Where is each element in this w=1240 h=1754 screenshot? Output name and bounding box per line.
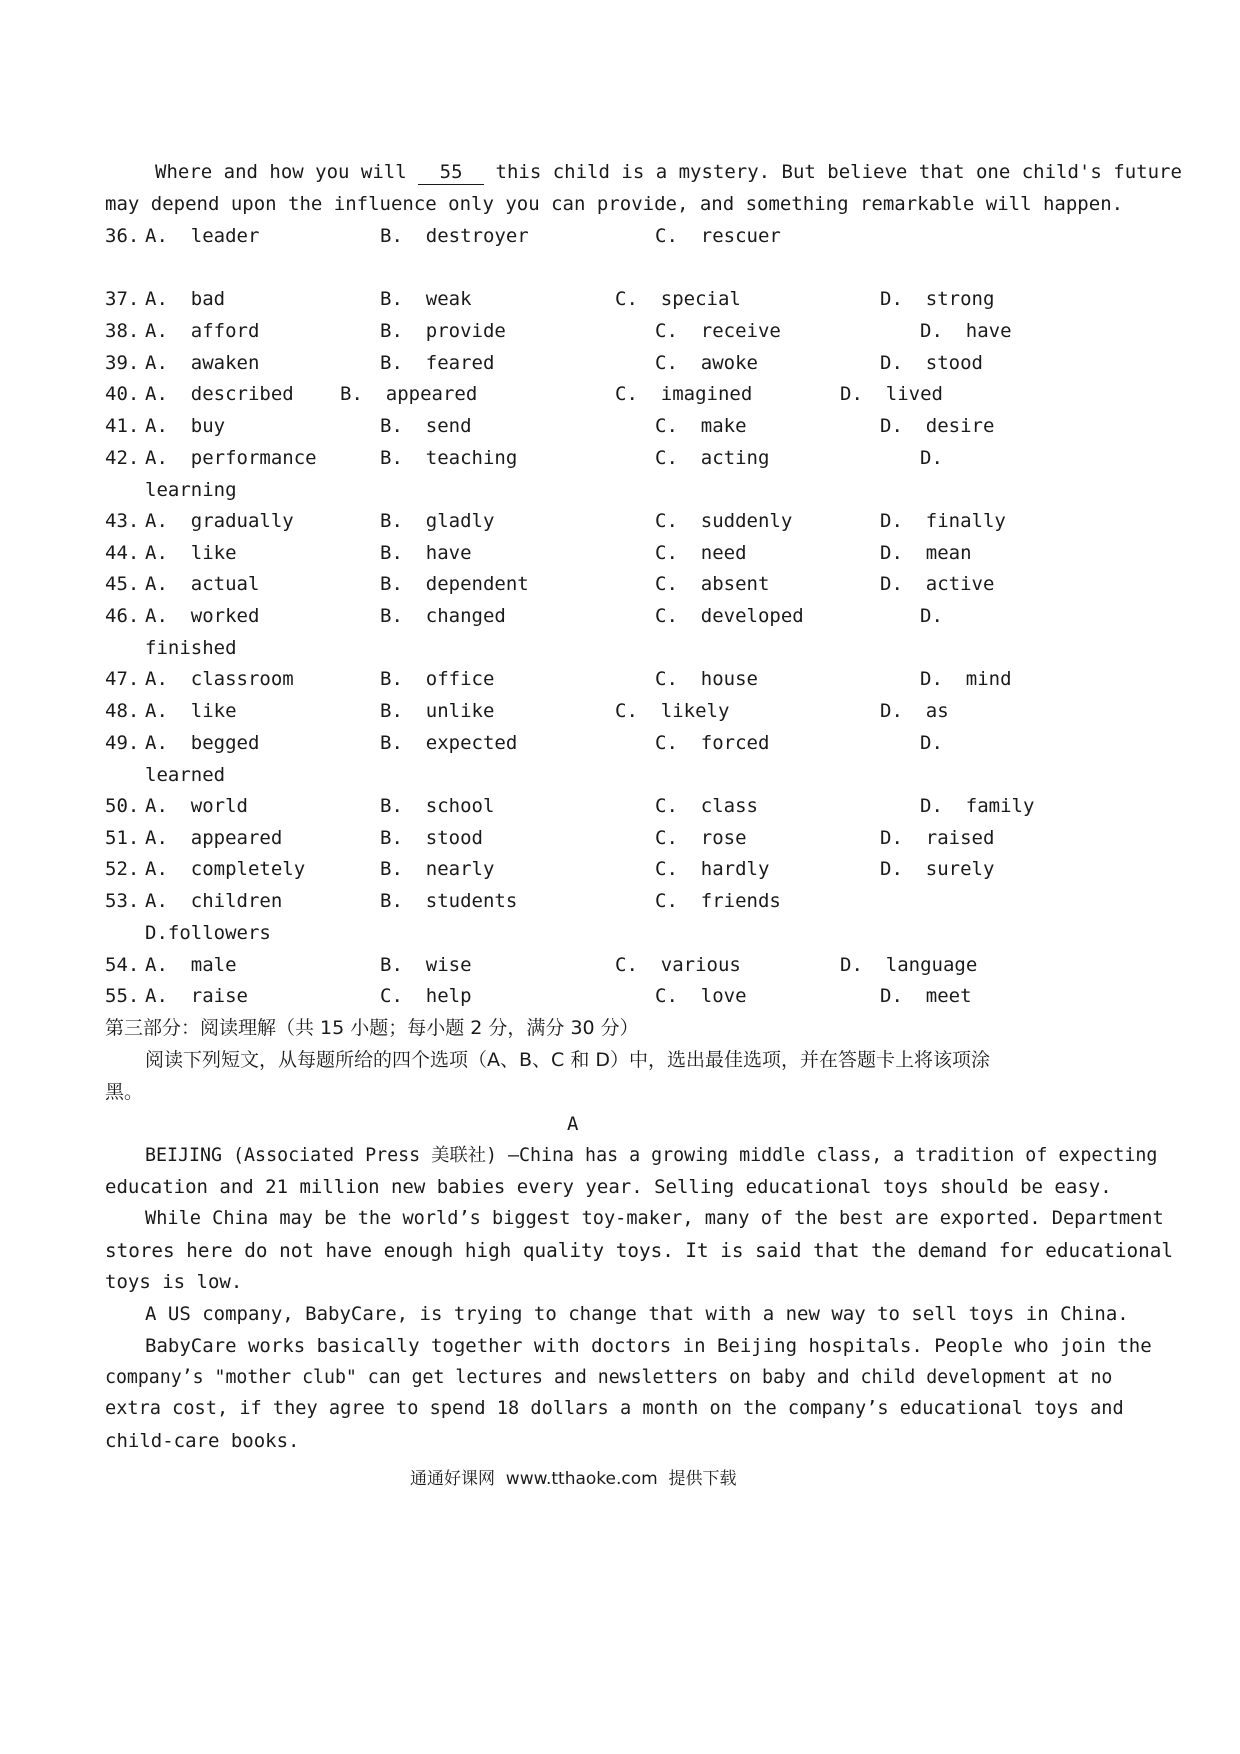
page-footer: 通通好课网 www.tthaoke.com 提供下载	[410, 1469, 737, 1489]
option-d: D. meet	[880, 985, 972, 1007]
option-c: C. love	[655, 985, 747, 1007]
option-a: A. gradually	[145, 510, 294, 532]
option-c: C. awoke	[655, 352, 758, 374]
option-d: D. as	[880, 700, 949, 722]
option-b: B. expected	[380, 732, 518, 754]
option-b: B. nearly	[380, 858, 495, 880]
question-number: 44.	[105, 542, 140, 564]
question-number: 37.	[105, 288, 140, 310]
option-wrap: learned	[145, 764, 226, 786]
option-b: B. changed	[380, 605, 506, 627]
option-b: B. school	[380, 795, 495, 817]
option-b: B. teaching	[380, 447, 518, 469]
option-a: A. buy	[145, 415, 226, 437]
question-number: 42.	[105, 447, 140, 469]
passage-text: Where and how you will	[155, 161, 419, 183]
option-wrap: finished	[145, 637, 237, 659]
question-number: 41.	[105, 415, 140, 437]
option-d: D. language	[840, 954, 978, 976]
article-line: child-care books.	[105, 1430, 300, 1452]
option-c: C. absent	[655, 573, 770, 595]
option-c: C. make	[655, 415, 747, 437]
option-c: C. class	[655, 795, 758, 817]
option-d: D. surely	[880, 858, 995, 880]
option-c: C. house	[655, 668, 758, 690]
question-number: 39.	[105, 352, 140, 374]
option-a: A. like	[145, 700, 237, 722]
option-c: C. receive	[655, 320, 781, 342]
passage-line-1	[155, 160, 1182, 185]
option-wrap: D.followers	[145, 922, 271, 944]
option-b: C. help	[380, 985, 472, 1007]
option-a: A. male	[145, 954, 237, 976]
option-b: B. wise	[380, 954, 472, 976]
option-c: C. hardly	[655, 858, 770, 880]
option-d: D. have	[920, 320, 1012, 342]
option-a: A. children	[145, 890, 283, 912]
option-c: C. friends	[655, 890, 781, 912]
option-a: A. classroom	[145, 668, 294, 690]
option-d: D. stood	[880, 352, 983, 374]
option-a: A. leader	[145, 225, 260, 247]
option-c: C. forced	[655, 732, 770, 754]
option-c: C. various	[615, 954, 741, 976]
question-number: 55.	[105, 985, 140, 1007]
option-d: D.	[920, 447, 943, 469]
option-b: B. gladly	[380, 510, 495, 532]
option-c: C. rose	[655, 827, 747, 849]
option-b: B. provide	[380, 320, 506, 342]
option-b: B. office	[380, 668, 495, 690]
question-number: 54.	[105, 954, 140, 976]
option-b: B. students	[380, 890, 518, 912]
question-number: 50.	[105, 795, 140, 817]
option-b: B. destroyer	[380, 225, 529, 247]
option-d: D.	[920, 605, 943, 627]
option-a: A. afford	[145, 320, 260, 342]
question-number: 43.	[105, 510, 140, 532]
question-number: 53.	[105, 890, 140, 912]
option-a: A. raise	[145, 985, 248, 1007]
option-c: C. suddenly	[655, 510, 793, 532]
article-line: company’s "mother club" can get lectures and newsletters on baby and child development at no	[105, 1367, 1113, 1388]
passage-text: this child is a mystery. But believe that one child's future	[484, 161, 1182, 183]
option-b: B. send	[380, 415, 472, 437]
part3-instruction-wrap: 黑。	[105, 1081, 144, 1103]
option-a: A. actual	[145, 573, 260, 595]
option-b: B. appeared	[340, 383, 478, 405]
option-b: B. unlike	[380, 700, 495, 722]
question-number: 45.	[105, 573, 140, 595]
option-d: D. finally	[880, 510, 1006, 532]
option-d: D. mind	[920, 668, 1012, 690]
option-c: C. need	[655, 542, 747, 564]
option-b: B. dependent	[380, 573, 529, 595]
option-c: C. developed	[655, 605, 804, 627]
option-b: B. stood	[380, 827, 483, 849]
article-line: toys is low.	[105, 1271, 243, 1293]
question-number: 38.	[105, 320, 140, 342]
option-a: A. awaken	[145, 352, 260, 374]
option-c: C. likely	[615, 700, 730, 722]
option-d: D. active	[880, 573, 995, 595]
question-number: 46.	[105, 605, 140, 627]
option-d: D. family	[920, 795, 1035, 817]
option-c: C. imagined	[615, 383, 753, 405]
article-line: stores here do not have enough high quality toys. It is said that the demand for educational	[105, 1239, 1173, 1262]
option-c: C. special	[615, 288, 741, 310]
option-d: D. lived	[840, 383, 943, 405]
option-c: C. rescuer	[655, 225, 781, 247]
option-a: A. bad	[145, 288, 226, 310]
option-d: D. desire	[880, 415, 995, 437]
option-b: B. have	[380, 542, 472, 564]
option-b: B. weak	[380, 288, 472, 310]
passage-line-2: may depend upon the influence only you can provide, and something remarkable will happen.	[105, 193, 1124, 215]
option-a: A. described	[145, 383, 294, 405]
question-number: 52.	[105, 858, 140, 880]
option-a: A. appeared	[145, 827, 283, 849]
article-line: BEIJING (Associated Press 美联社) —China has a growing middle class, a tradition of expecting	[145, 1145, 1158, 1166]
part3-instruction: 阅读下列短文，从每题所给的四个选项（A、B、C 和 D）中，选出最佳选项，并在答题卡上将该项涂	[145, 1049, 991, 1071]
article-line: A US company, BabyCare, is trying to change that with a new way to sell toys in China.	[145, 1303, 1129, 1325]
option-b: B. feared	[380, 352, 495, 374]
option-wrap: learning	[145, 479, 237, 501]
option-a: A. worked	[145, 605, 260, 627]
part3-heading: 第三部分：阅读理解（共 15 小题；每小题 2 分，满分 30 分）	[105, 1017, 639, 1039]
option-a: A. begged	[145, 732, 260, 754]
article-line: education and 21 million new babies every year. Selling educational toys should be easy.	[105, 1176, 1112, 1198]
question-number: 49.	[105, 732, 140, 754]
question-number: 36.	[105, 225, 140, 247]
article-line: extra cost, if they agree to spend 18 dollars a month on the company’s educational toys and	[105, 1398, 1124, 1419]
section-letter: A	[567, 1113, 579, 1135]
question-number: 47.	[105, 668, 140, 690]
question-number: 51.	[105, 827, 140, 849]
option-d: D. raised	[880, 827, 995, 849]
option-a: A. like	[145, 542, 237, 564]
option-a: A. performance	[145, 447, 317, 469]
question-number: 40.	[105, 383, 140, 405]
option-c: C. acting	[655, 447, 770, 469]
option-d: D. mean	[880, 542, 972, 564]
option-d: D. strong	[880, 288, 995, 310]
article-line: BabyCare works basically together with doctors in Beijing hospitals. People who join the	[145, 1335, 1152, 1357]
option-d: D.	[920, 732, 943, 754]
blank-55: 55	[418, 160, 484, 185]
option-a: A. world	[145, 795, 248, 817]
question-number: 48.	[105, 700, 140, 722]
option-a: A. completely	[145, 858, 306, 880]
article-line: While China may be the world’s biggest toy-maker, many of the best are exported. Department	[145, 1208, 1164, 1229]
